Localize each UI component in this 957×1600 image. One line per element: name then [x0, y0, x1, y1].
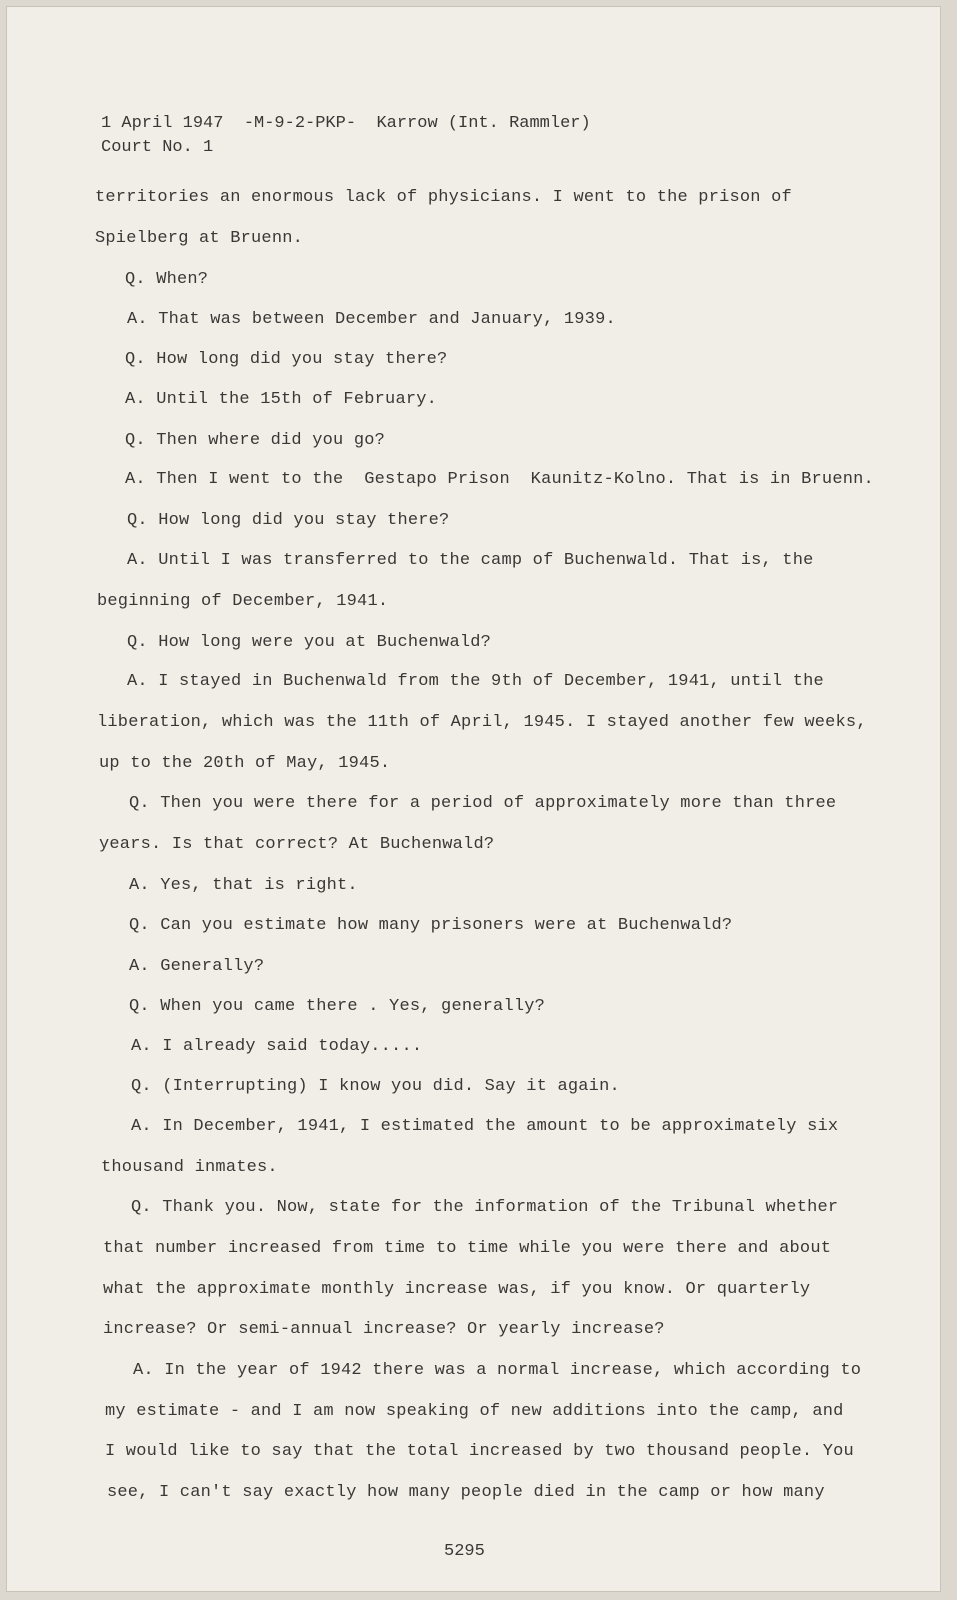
transcript-line: Q. Thank you. Now, state for the information of the Tribunal whether [131, 1198, 839, 1217]
transcript-line: A. Generally? [129, 957, 265, 976]
header-line-2: Court No. 1 [101, 138, 214, 157]
page-number: 5295 [444, 1542, 485, 1561]
transcript-line: years. Is that correct? At Buchenwald? [99, 835, 495, 854]
transcript-line: Q. Can you estimate how many prisoners were at Buchenwald? [129, 916, 733, 935]
transcript-line: my estimate - and I am now speaking of new additions into the camp, and [105, 1402, 844, 1421]
transcript-line: A. In the year of 1942 there was a normal increase, which according to [133, 1361, 862, 1380]
transcript-line: Q. How long did you stay there? [125, 350, 448, 369]
transcript-line: A. I already said today..... [131, 1037, 423, 1056]
transcript-line: see, I can't say exactly how many people died in the camp or how many [107, 1483, 825, 1502]
transcript-line: A. Until I was transferred to the camp of Buchenwald. That is, the [127, 551, 814, 570]
transcript-line: A. Until the 15th of February. [125, 390, 438, 409]
transcript-line: A. I stayed in Buchenwald from the 9th of December, 1941, until the [127, 672, 824, 691]
transcript-line: liberation, which was the 11th of April, 1945. I stayed another few weeks, [97, 713, 867, 732]
transcript-line: A. That was between December and January, 1939. [127, 310, 616, 329]
transcript-line: thousand inmates. [101, 1158, 278, 1177]
transcript-line: territories an enormous lack of physicians. I went to the prison of [95, 188, 792, 207]
transcript-line: increase? Or semi-annual increase? Or yearly increase? [103, 1320, 665, 1339]
transcript-line: Q. (Interrupting) I know you did. Say it again. [131, 1077, 620, 1096]
transcript-line: Q. How long were you at Buchenwald? [127, 633, 492, 652]
transcript-line: Spielberg at Bruenn. [95, 229, 304, 248]
transcript-line: I would like to say that the total increased by two thousand people. You [105, 1442, 854, 1461]
transcript-line: that number increased from time to time while you were there and about [103, 1239, 832, 1258]
transcript-line: Q. Then you were there for a period of approximately more than three [129, 794, 837, 813]
transcript-line: A. In December, 1941, I estimated the amount to be approximately six [131, 1117, 839, 1136]
transcript-line: Q. Then where did you go? [125, 431, 386, 450]
document-header [101, 112, 591, 160]
transcript-line: A. Yes, that is right. [129, 876, 358, 895]
transcript-line: up to the 20th of May, 1945. [99, 754, 391, 773]
document-page [6, 6, 941, 1592]
transcript-line: A. Then I went to the Gestapo Prison Kaunitz-Kolno. That is in Bruenn. [125, 470, 874, 489]
transcript-line: Q. When? [125, 270, 209, 289]
transcript-line: Q. When you came there . Yes, generally? [129, 997, 546, 1016]
transcript-line: what the approximate monthly increase was, if you know. Or quarterly [103, 1280, 811, 1299]
transcript-line: Q. How long did you stay there? [127, 511, 450, 530]
transcript-line: beginning of December, 1941. [97, 592, 389, 611]
header-line-1: 1 April 1947 -M-9-2-PKP- Karrow (Int. Rammler) [101, 114, 591, 133]
